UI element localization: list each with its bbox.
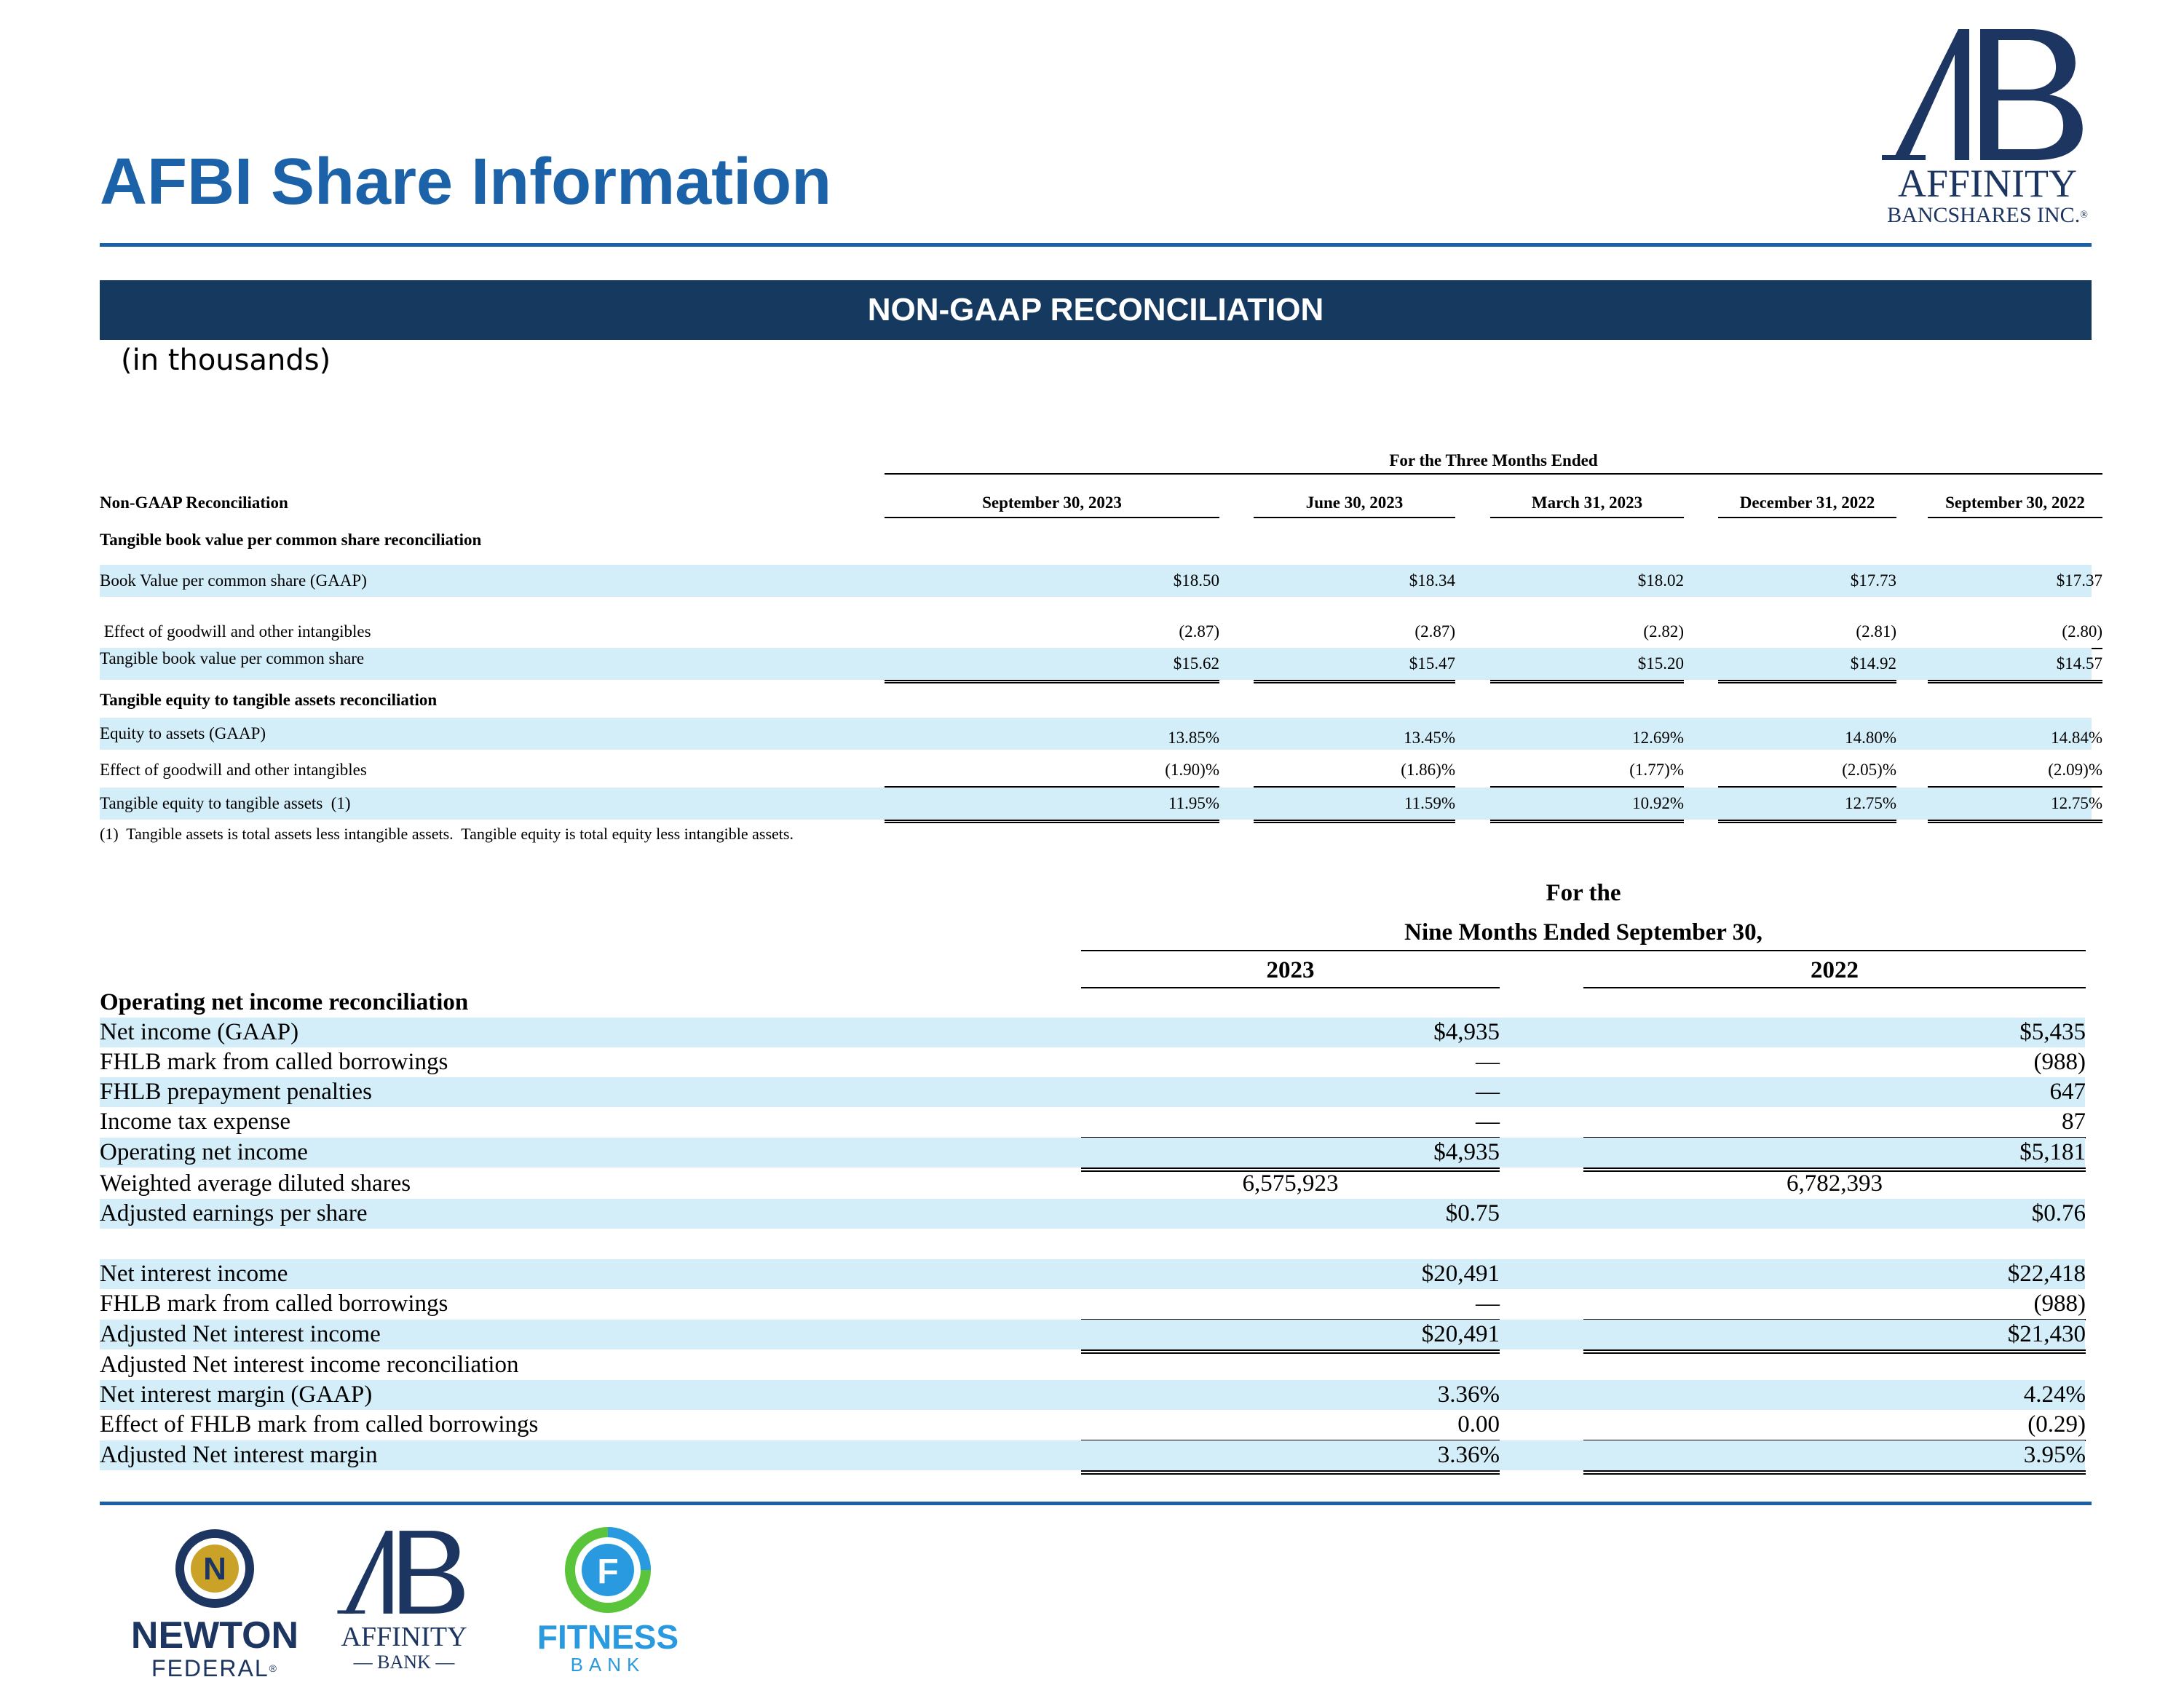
col-header-sep-2022: September 30, 2022 <box>1928 493 2102 518</box>
table-row <box>100 1169 2085 1199</box>
affinity-bancshares-logo <box>1878 25 2097 251</box>
ab-monogram-icon <box>1878 25 2097 164</box>
newton-letter: N <box>203 1551 226 1587</box>
newton-federal-logo <box>127 1529 302 1681</box>
cell: 10.92% <box>1490 788 1684 823</box>
table-row <box>100 788 2102 820</box>
table-row <box>100 565 2102 597</box>
row-label: Adjusted Net interest income <box>100 1321 381 1347</box>
cell: $4,935 <box>1081 1138 1500 1172</box>
cell: 12.75% <box>1928 788 2102 823</box>
section-banner: NON-GAAP RECONCILIATION <box>100 280 2092 340</box>
cell: (1.90)% <box>885 754 1219 788</box>
affinity-bank-line2: — BANK — <box>353 1652 455 1673</box>
cell: 11.95% <box>885 788 1219 823</box>
row-label: Net interest margin (GAAP) <box>100 1381 373 1408</box>
cell: $14.92 <box>1718 648 1896 683</box>
row-label: Adjusted Net interest margin <box>100 1442 378 1468</box>
newton-line2: FEDERAL <box>151 1655 269 1681</box>
row-label: Adjusted earnings per share <box>100 1200 368 1226</box>
cell: 3.36% <box>1081 1440 1500 1475</box>
cell: — <box>1476 1049 1500 1075</box>
row-label: Effect of goodwill and other intangibles <box>100 622 371 641</box>
nine-months-header-line1: For the <box>1546 880 1621 906</box>
fitness-line1: FITNESS <box>537 1618 679 1656</box>
footer-rule <box>100 1502 2092 1505</box>
cell: $14.57 <box>1928 648 2102 683</box>
logo-trademark: ® <box>2080 210 2088 221</box>
table-row <box>100 1259 2085 1289</box>
cell: 11.59% <box>1254 788 1455 823</box>
cell: 12.75% <box>1718 788 1896 823</box>
table-row <box>100 1107 2085 1137</box>
table-row <box>100 1018 2085 1047</box>
fitness-letter: F <box>597 1553 619 1591</box>
table-row <box>100 1440 2085 1470</box>
newton-mark: ® <box>269 1662 278 1674</box>
row-label: Tangible book value per common share <box>100 649 365 667</box>
cell: — <box>1081 1289 1500 1320</box>
cell: (988) <box>1583 1289 2086 1320</box>
row-label: Tangible equity to tangible assets (1) <box>100 794 351 812</box>
row-label: Income tax expense <box>100 1109 291 1135</box>
cell: $4,935 <box>1433 1019 1500 1045</box>
table-row <box>100 1138 2085 1167</box>
nine-months-header-line2: Nine Months Ended September 30, <box>1404 919 1762 945</box>
row-header: Non-GAAP Reconciliation <box>100 493 288 512</box>
table-row <box>100 1380 2085 1410</box>
cell: (2.09)% <box>1928 754 2102 788</box>
cell: $18.34 <box>1409 571 1455 590</box>
cell: $21,430 <box>1583 1320 2086 1354</box>
cell: — <box>1081 1107 1500 1138</box>
cell: 4.24% <box>2023 1381 2086 1408</box>
logo-line1: AFFINITY <box>1897 162 2077 205</box>
cell: 3.36% <box>1437 1381 1500 1408</box>
newton-circle-icon <box>127 1529 302 1609</box>
cell: 87 <box>1583 1107 2086 1138</box>
newton-line1: NEWTON <box>130 1614 299 1657</box>
cell: 13.45% <box>1404 729 1455 747</box>
fitness-f-icon <box>535 1525 681 1616</box>
cell: 647 <box>2049 1079 2086 1105</box>
cell: — <box>1476 1079 1500 1105</box>
section-title-row <box>100 684 2092 716</box>
cell: (2.80) <box>1928 616 2102 649</box>
units-note: (in thousands) <box>121 344 331 377</box>
section-title: Operating net income reconciliation <box>100 989 469 1015</box>
section1-title: Tangible book value per common share reconciliation <box>100 531 482 549</box>
footnote: (1) Tangible assets is total assets less intangible assets. Tangible equity is total equity less intangible assets. <box>100 825 794 843</box>
page-title: AFBI Share Information <box>100 146 832 218</box>
section-title-row <box>100 988 2085 1018</box>
cell: $17.37 <box>2056 571 2102 590</box>
cell: $15.47 <box>1254 648 1455 683</box>
cell: $15.62 <box>885 648 1219 683</box>
cell: (2.87) <box>1254 616 1455 649</box>
cell: $15.20 <box>1490 648 1684 683</box>
cell: 14.80% <box>1845 729 1896 747</box>
row-label: Adjusted Net interest income reconciliation <box>100 1352 519 1378</box>
cell: $20,491 <box>1421 1261 1500 1287</box>
row-label: Book Value per common share (GAAP) <box>100 571 367 590</box>
table-row <box>100 616 2102 648</box>
header-rule <box>100 243 2092 247</box>
table-row <box>100 1350 2085 1380</box>
cell: $17.73 <box>1850 571 1896 590</box>
col-header-mar-2023: March 31, 2023 <box>1490 493 1684 518</box>
nine-months-header-rule <box>1081 950 2086 951</box>
section2-title: Tangible equity to tangible assets reconciliation <box>100 691 438 709</box>
col-header-dec-2022: December 31, 2022 <box>1718 493 1896 518</box>
table-row <box>100 754 2102 786</box>
table-row <box>100 1077 2085 1107</box>
row-label: Net interest income <box>100 1261 288 1287</box>
fitness-line2: BANK <box>570 1654 646 1676</box>
table-row <box>100 718 2102 750</box>
cell: (1.86)% <box>1254 754 1455 788</box>
cell: $5,435 <box>2019 1019 2086 1045</box>
col-header-jun-2023: June 30, 2023 <box>1254 493 1455 518</box>
affinity-bank-line1: AFFINITY <box>341 1622 467 1652</box>
col-header-sep-2023: September 30, 2023 <box>885 493 1219 518</box>
cell: 3.95% <box>1583 1440 2086 1475</box>
cell: $0.76 <box>2031 1200 2086 1226</box>
cell: $0.75 <box>1445 1200 1500 1226</box>
logo-line2: BANCSHARES INC. <box>1887 203 2081 227</box>
row-label: FHLB mark from called borrowings <box>100 1049 448 1075</box>
row-label: Net income (GAAP) <box>100 1019 299 1045</box>
row-label: FHLB mark from called borrowings <box>100 1290 448 1317</box>
affinity-bank-logo <box>331 1529 477 1674</box>
cell: 12.69% <box>1632 729 1684 747</box>
table-row <box>100 1199 2085 1229</box>
cell: $18.50 <box>1173 571 1219 590</box>
row-label: Effect of goodwill and other intangibles <box>100 761 367 779</box>
table-row <box>100 1320 2085 1349</box>
cell: $18.02 <box>1637 571 1684 590</box>
row-label: Weighted average diluted shares <box>100 1170 411 1197</box>
ab-monogram-icon <box>331 1529 477 1616</box>
year-header-2022: 2022 <box>1583 957 2086 988</box>
cell: $5,181 <box>1583 1138 2086 1172</box>
table-row <box>100 1047 2085 1077</box>
cell: $22,418 <box>2007 1261 2086 1287</box>
cell: (2.82) <box>1490 616 1684 649</box>
cell: 0.00 <box>1081 1410 1500 1441</box>
cell: (2.05)% <box>1718 754 1896 788</box>
table-row <box>100 1289 2085 1319</box>
cell: (0.29) <box>1583 1410 2086 1441</box>
cell: (2.87) <box>885 616 1219 649</box>
section-title-row <box>100 524 2092 556</box>
super-header-rule <box>885 473 2102 475</box>
cell: (988) <box>2033 1049 2086 1075</box>
table-row <box>100 1410 2085 1440</box>
cell: 14.84% <box>2051 729 2102 747</box>
cell: (1.77)% <box>1490 754 1684 788</box>
year-header-2023: 2023 <box>1081 957 1500 988</box>
cell: 6,782,393 <box>1787 1170 1883 1197</box>
table-row <box>100 648 2102 680</box>
cell: (2.81) <box>1718 616 1896 649</box>
row-label: Operating net income <box>100 1139 308 1165</box>
cell: 6,575,923 <box>1242 1170 1339 1197</box>
three-months-super-header: For the Three Months Ended <box>1389 451 1598 469</box>
row-label: Effect of FHLB mark from called borrowings <box>100 1411 539 1438</box>
cell: 13.85% <box>1168 729 1219 747</box>
cell: $20,491 <box>1081 1320 1500 1354</box>
fitness-bank-logo <box>535 1525 681 1678</box>
row-label: Equity to assets (GAAP) <box>100 724 266 742</box>
row-label: FHLB prepayment penalties <box>100 1079 372 1105</box>
